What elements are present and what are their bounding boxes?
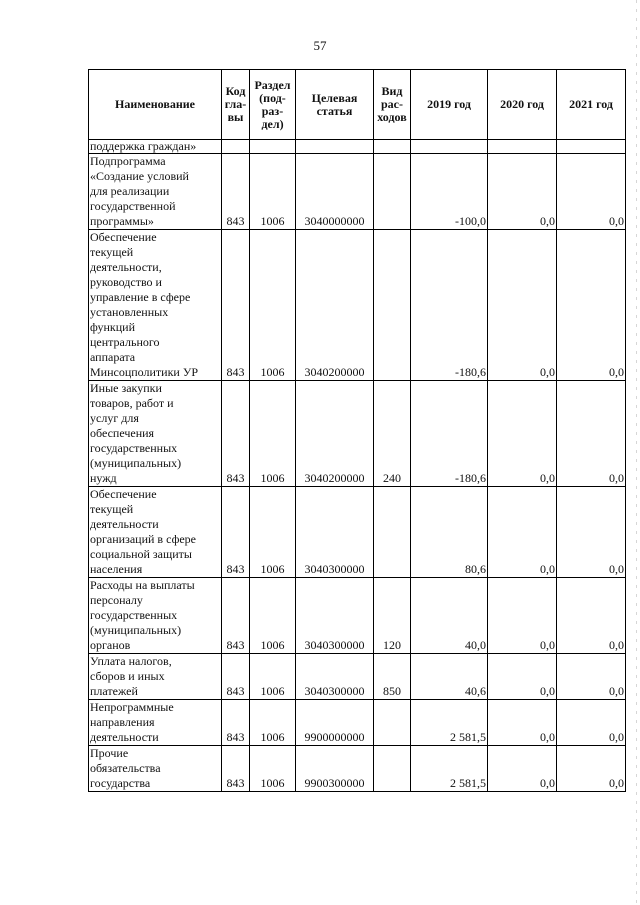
table-row — [89, 381, 626, 487]
row-2021: 0,0 — [557, 381, 626, 487]
row-name: поддержка граждан» — [89, 140, 222, 154]
row-section: 1006 — [250, 700, 296, 746]
row-2021: 0,0 — [557, 654, 626, 700]
row-target: 9900300000 — [296, 746, 374, 792]
row-target: 3040200000 — [296, 230, 374, 381]
row-section: 1006 — [250, 578, 296, 654]
header-target: Целевая статья — [296, 70, 374, 140]
budget-table — [88, 69, 626, 792]
row-code: 843 — [222, 700, 250, 746]
row-target: 3040200000 — [296, 381, 374, 487]
table-header-row — [89, 70, 626, 140]
row-target: 9900000000 — [296, 700, 374, 746]
row-2020: 0,0 — [488, 578, 557, 654]
header-2021: 2021 год — [557, 70, 626, 140]
row-type: 850 — [374, 654, 411, 700]
row-name: Обеспечение текущей деятельности, руководство и управление в сфере установленных функций центрального аппарата Минсоцполитики УР — [89, 230, 222, 381]
table-row — [89, 654, 626, 700]
row-2020: 0,0 — [488, 654, 557, 700]
row-section: 1006 — [250, 654, 296, 700]
table-row — [89, 154, 626, 230]
row-name: Иные закупки товаров, работ и услуг для обеспечения государственных (муниципальных) нужд — [89, 381, 222, 487]
row-2021: 0,0 — [557, 154, 626, 230]
scan-edge-line — [636, 0, 637, 905]
row-2019: 2 581,5 — [411, 700, 488, 746]
table-row — [89, 578, 626, 654]
row-code: 843 — [222, 654, 250, 700]
row-2021: 0,0 — [557, 230, 626, 381]
row-section: 1006 — [250, 746, 296, 792]
row-type — [374, 140, 411, 154]
row-type — [374, 746, 411, 792]
row-type — [374, 700, 411, 746]
row-section: 1006 — [250, 381, 296, 487]
row-name: Расходы на выплаты персоналу государственных (муниципальных) органов — [89, 578, 222, 654]
row-2021: 0,0 — [557, 487, 626, 578]
row-target: 3040000000 — [296, 154, 374, 230]
row-type — [374, 487, 411, 578]
row-section — [250, 140, 296, 154]
row-2020: 0,0 — [488, 154, 557, 230]
row-2019: 40,0 — [411, 578, 488, 654]
row-type: 240 — [374, 381, 411, 487]
header-name: Наименование — [89, 70, 222, 140]
table-row — [89, 230, 626, 381]
row-2020: 0,0 — [488, 381, 557, 487]
row-2019: 40,6 — [411, 654, 488, 700]
row-2019 — [411, 140, 488, 154]
table-row — [89, 746, 626, 792]
row-code: 843 — [222, 487, 250, 578]
row-2019: 80,6 — [411, 487, 488, 578]
row-section: 1006 — [250, 154, 296, 230]
row-code: 843 — [222, 746, 250, 792]
row-name: Обеспечение текущей деятельности организаций в сфере социальной защиты населения — [89, 487, 222, 578]
row-name: Уплата налогов, сборов и иных платежей — [89, 654, 222, 700]
row-2019: -180,6 — [411, 230, 488, 381]
header-code: Код гла- вы — [222, 70, 250, 140]
row-2020 — [488, 140, 557, 154]
row-code — [222, 140, 250, 154]
row-type: 120 — [374, 578, 411, 654]
row-target: 3040300000 — [296, 578, 374, 654]
row-code: 843 — [222, 381, 250, 487]
row-code: 843 — [222, 154, 250, 230]
row-2020: 0,0 — [488, 700, 557, 746]
header-type: Вид рас- ходов — [374, 70, 411, 140]
row-name: Непрограммные направления деятельности — [89, 700, 222, 746]
table-row — [89, 700, 626, 746]
header-section: Раздел (под- раз- дел) — [250, 70, 296, 140]
table-row — [89, 487, 626, 578]
row-section: 1006 — [250, 487, 296, 578]
row-code: 843 — [222, 230, 250, 381]
row-2020: 0,0 — [488, 230, 557, 381]
row-2021: 0,0 — [557, 578, 626, 654]
row-2019: 2 581,5 — [411, 746, 488, 792]
row-target: 3040300000 — [296, 487, 374, 578]
row-name: Прочие обязательства государства — [89, 746, 222, 792]
row-2019: -180,6 — [411, 381, 488, 487]
row-2019: -100,0 — [411, 154, 488, 230]
header-2020: 2020 год — [488, 70, 557, 140]
row-type — [374, 154, 411, 230]
row-name: Подпрограмма «Создание условий для реализации государственной программы» — [89, 154, 222, 230]
row-target — [296, 140, 374, 154]
row-2020: 0,0 — [488, 487, 557, 578]
row-2021: 0,0 — [557, 746, 626, 792]
row-section: 1006 — [250, 230, 296, 381]
row-target: 3040300000 — [296, 654, 374, 700]
row-type — [374, 230, 411, 381]
table-row — [89, 140, 626, 154]
row-2021: 0,0 — [557, 700, 626, 746]
header-2019: 2019 год — [411, 70, 488, 140]
row-2021 — [557, 140, 626, 154]
row-code: 843 — [222, 578, 250, 654]
row-2020: 0,0 — [488, 746, 557, 792]
page-number: 57 — [313, 38, 327, 53]
